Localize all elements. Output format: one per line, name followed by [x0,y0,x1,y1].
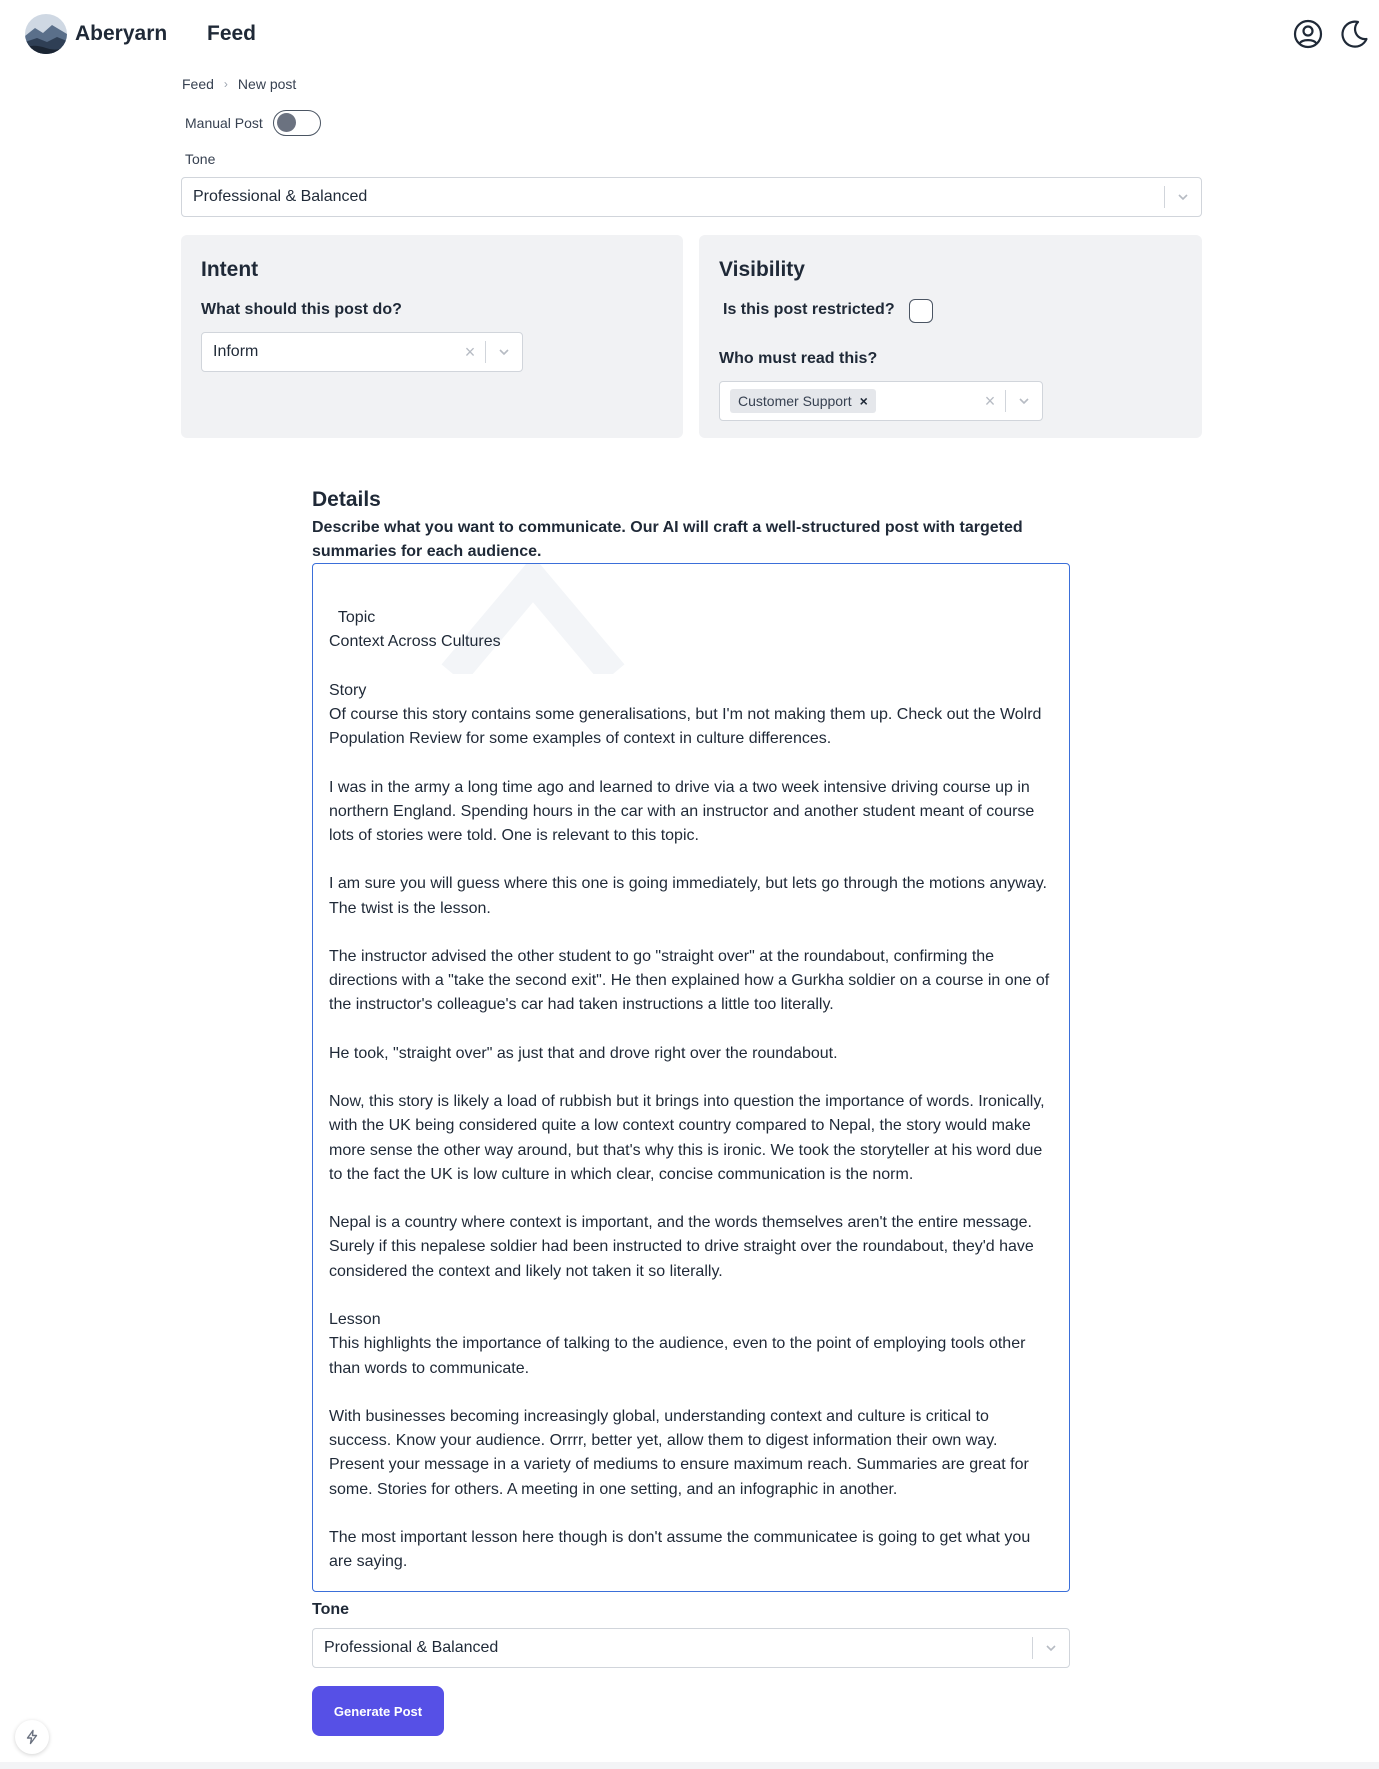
intent-select[interactable] [201,332,523,372]
tone-bottom-label: Tone [312,1601,350,1618]
readers-label: Who must read this? [719,350,878,367]
breadcrumb-new-post: New post [237,76,297,92]
intent-card [181,235,683,438]
intent-value: Inform [213,343,259,360]
clear-icon[interactable]: × [464,341,476,362]
breadcrumb-separator: › [223,77,228,91]
restricted-checkbox[interactable] [909,299,933,323]
remove-tag-icon[interactable]: × [859,393,868,409]
tone-top-value: Professional & Balanced [193,188,368,205]
details-title: Details [312,488,381,511]
intent-title: Intent [201,258,259,281]
intent-question: What should this post do? [201,301,402,318]
tone-bottom-value: Professional & Balanced [324,1639,499,1656]
chevron-down-icon[interactable] [1006,394,1042,408]
tone-top-label: Tone [185,151,216,167]
bottom-edge [0,1762,1379,1769]
visibility-card [699,235,1202,438]
toggle-knob [277,113,296,132]
readers-multiselect[interactable] [719,381,1043,421]
breadcrumb-feed[interactable]: Feed [182,76,214,92]
moon-icon[interactable] [1338,18,1370,50]
restricted-label: Is this post restricted? [723,301,895,318]
tone-top-select[interactable] [181,177,1202,217]
watermark-icon [433,564,633,674]
reader-tag [730,389,876,413]
visibility-title: Visibility [719,258,805,281]
breadcrumb [182,76,296,92]
user-circle-icon[interactable] [1292,18,1324,50]
chevron-down-icon[interactable] [1033,1641,1069,1655]
details-text: Topic Context Across Cultures Story Of course this story contains some generalisations, but I'm not making them up. Check out the Wolrd Population Review for some examples of context in culture differences. I was in the army a long time ago and learned to drive via a two week intensive driving course up in northern England. Spending hours in the car with an instructor and another student meant of course lots of stories were told. One is relevant to this topic. I am sure you will guess where this one is going immediately, but lets go through the motions anyway. The twist is the lesson. The instructor advised the other student to go "straight over" at the roundabout, confirming the directions with a "take the second exit". He then explained how a Gurkha soldier on a course in one of the instructor's colleague's car had taken instructions a little too literally. He took, "straight over" as just that and drove right over the roundabout. Now, this story is likely a load of rubbish but it brings into question the importance of words. Ironically, with the UK being considered quite a low context country compared to Nepal, the story would make more sense the other way around, but that's why this is ironic. We took the storyteller at his word due to the fact the UK is low culture in which clear, concise communication is the norm. Nepal is a country where context is important, and the words themselves aren't the entire message. Surely if this nepalese soldier had been instructed to drive straight over the roundabout, they'd have considered the context and likely not taken it so literally. Lesson This highlights the importance of talking to the audience, even to the point of employing tools other than words to communicate. With businesses becoming increasingly global, understanding context and culture is critical to success. Know your audience. Orrrr, better yet, allow them to digest information their own way. Present your message in a variety of mediums to ensure maximum reach. Summaries are great for some. Stories for others. A meeting in one setting, and an infographic in another. The most important lesson here though is don't assume the communicatee is going to get what you are saying. [329,609,1050,1571]
manual-post-toggle[interactable] [273,110,321,136]
details-description: Describe what you want to communicate. Our AI will craft a well-structured post with targeted summaries for each audience. [312,519,1023,560]
chevron-down-icon[interactable] [1165,190,1201,204]
reader-tag-label: Customer Support [738,393,852,409]
brand-name[interactable]: Aberyarn [75,22,168,45]
top-navigation-bar [0,0,1379,68]
readers-tags [720,389,975,413]
generate-post-button[interactable]: Generate Post [312,1686,444,1736]
manual-post-label: Manual Post [185,115,263,131]
bolt-icon[interactable] [15,1720,49,1754]
manual-post-row [185,110,321,136]
brand-logo-icon[interactable] [25,14,67,54]
tone-bottom-select[interactable] [312,1628,1070,1668]
nav-feed-link[interactable]: Feed [207,22,257,45]
chevron-down-icon[interactable] [486,345,522,359]
details-textarea[interactable] [312,563,1070,1592]
clear-icon[interactable]: × [984,390,996,411]
